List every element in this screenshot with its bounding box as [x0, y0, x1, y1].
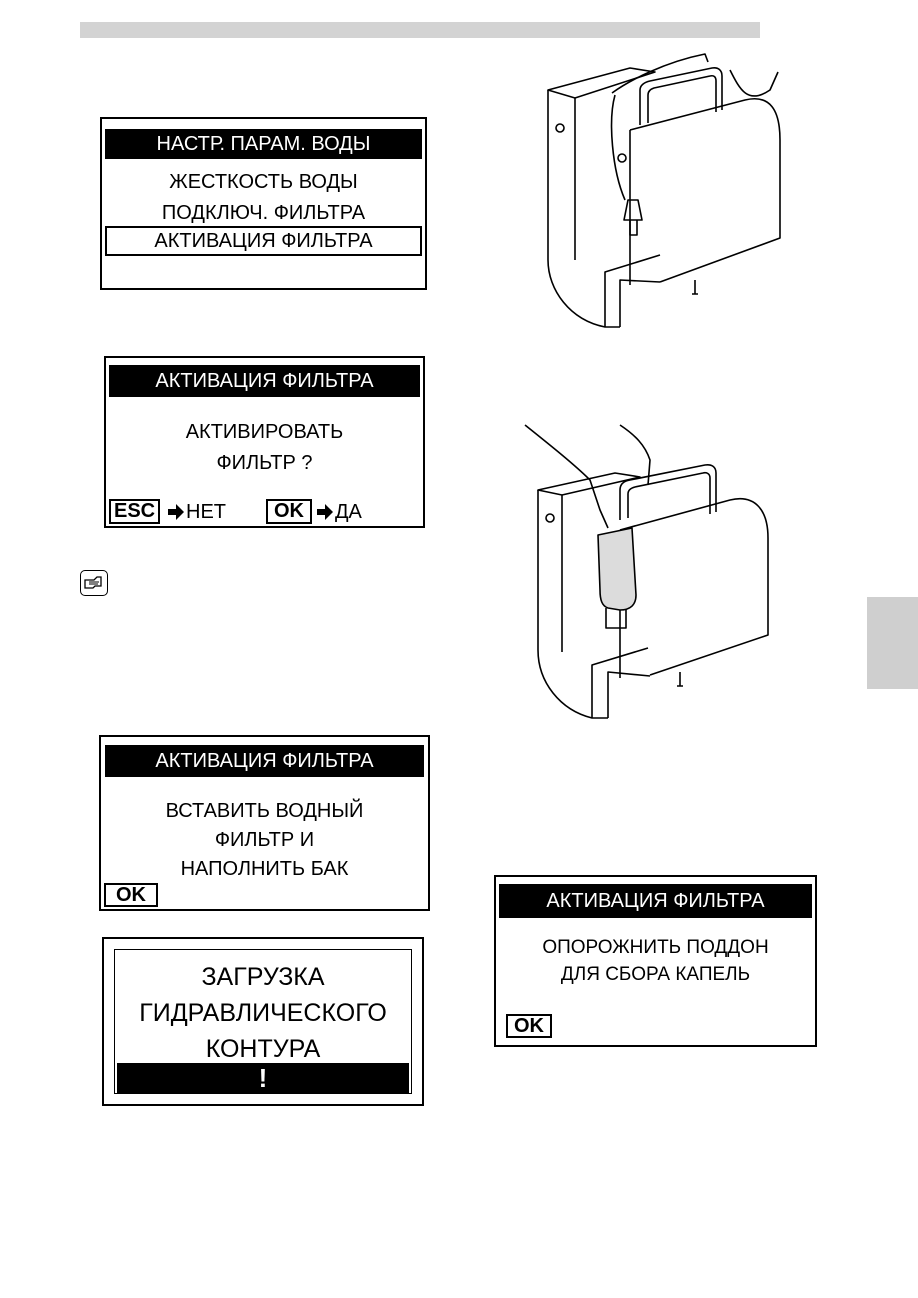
lcd-message-line: ДЛЯ СБОРА КАПЕЛЬ: [560, 964, 751, 985]
lcd-activate-filter-confirm: [104, 356, 425, 528]
lcd-title: АКТИВАЦИЯ ФИЛЬТРА: [499, 884, 812, 918]
lcd-water-settings: [100, 117, 427, 290]
section-tab: [867, 597, 918, 689]
water-tank-filter-illustration: [530, 50, 800, 340]
lcd-message-line: АКТИВИРОВАТЬ: [185, 421, 344, 443]
lcd-title: НАСТР. ПАРАМ. ВОДЫ: [105, 129, 422, 159]
lcd-empty-drip-tray: [494, 875, 817, 1047]
ok-key[interactable]: OK: [104, 883, 158, 907]
lcd-message-line: ВСТАВИТЬ ВОДНЫЙ: [165, 800, 364, 822]
lcd-insert-filter: [99, 735, 430, 911]
note-pointing-hand-icon: [80, 570, 108, 596]
lcd-title: АКТИВАЦИЯ ФИЛЬТРА: [105, 745, 424, 777]
header-bar: [80, 22, 760, 38]
esc-key[interactable]: ESC: [109, 499, 160, 524]
lcd-message-line: ГИДРАВЛИЧЕСКОГО: [139, 999, 387, 1027]
ok-key[interactable]: OK: [506, 1014, 552, 1038]
menu-item-filter-connection[interactable]: ПОДКЛЮЧ. ФИЛЬТРА: [161, 202, 366, 224]
lcd-title: АКТИВАЦИЯ ФИЛЬТРА: [109, 365, 420, 397]
lcd-message-line: НАПОЛНИТЬ БАК: [180, 858, 349, 880]
arrow-right-icon: [316, 503, 334, 521]
lcd-message-line: ФИЛЬТР И: [214, 829, 315, 851]
no-label: НЕТ: [186, 501, 226, 523]
ok-key[interactable]: OK: [266, 499, 312, 524]
lcd-message-line: ОПОРОЖНИТЬ ПОДДОН: [542, 937, 769, 958]
arrow-right-icon: [167, 503, 185, 521]
water-tank-filter-insert-illustration: [520, 420, 790, 725]
lcd-message-line: КОНТУРА: [205, 1035, 321, 1063]
menu-item-filter-activation[interactable]: АКТИВАЦИЯ ФИЛЬТРА: [154, 230, 373, 252]
lcd-message-line: ФИЛЬТР ?: [216, 452, 313, 474]
lcd-message-line: ЗАГРУЗКА: [201, 963, 325, 991]
yes-label: ДА: [335, 501, 362, 523]
warning-mark-icon: !: [258, 1063, 268, 1093]
menu-item-water-hardness[interactable]: ЖЕСТКОСТЬ ВОДЫ: [169, 171, 358, 193]
lcd-loading-hydraulic: [102, 937, 424, 1106]
